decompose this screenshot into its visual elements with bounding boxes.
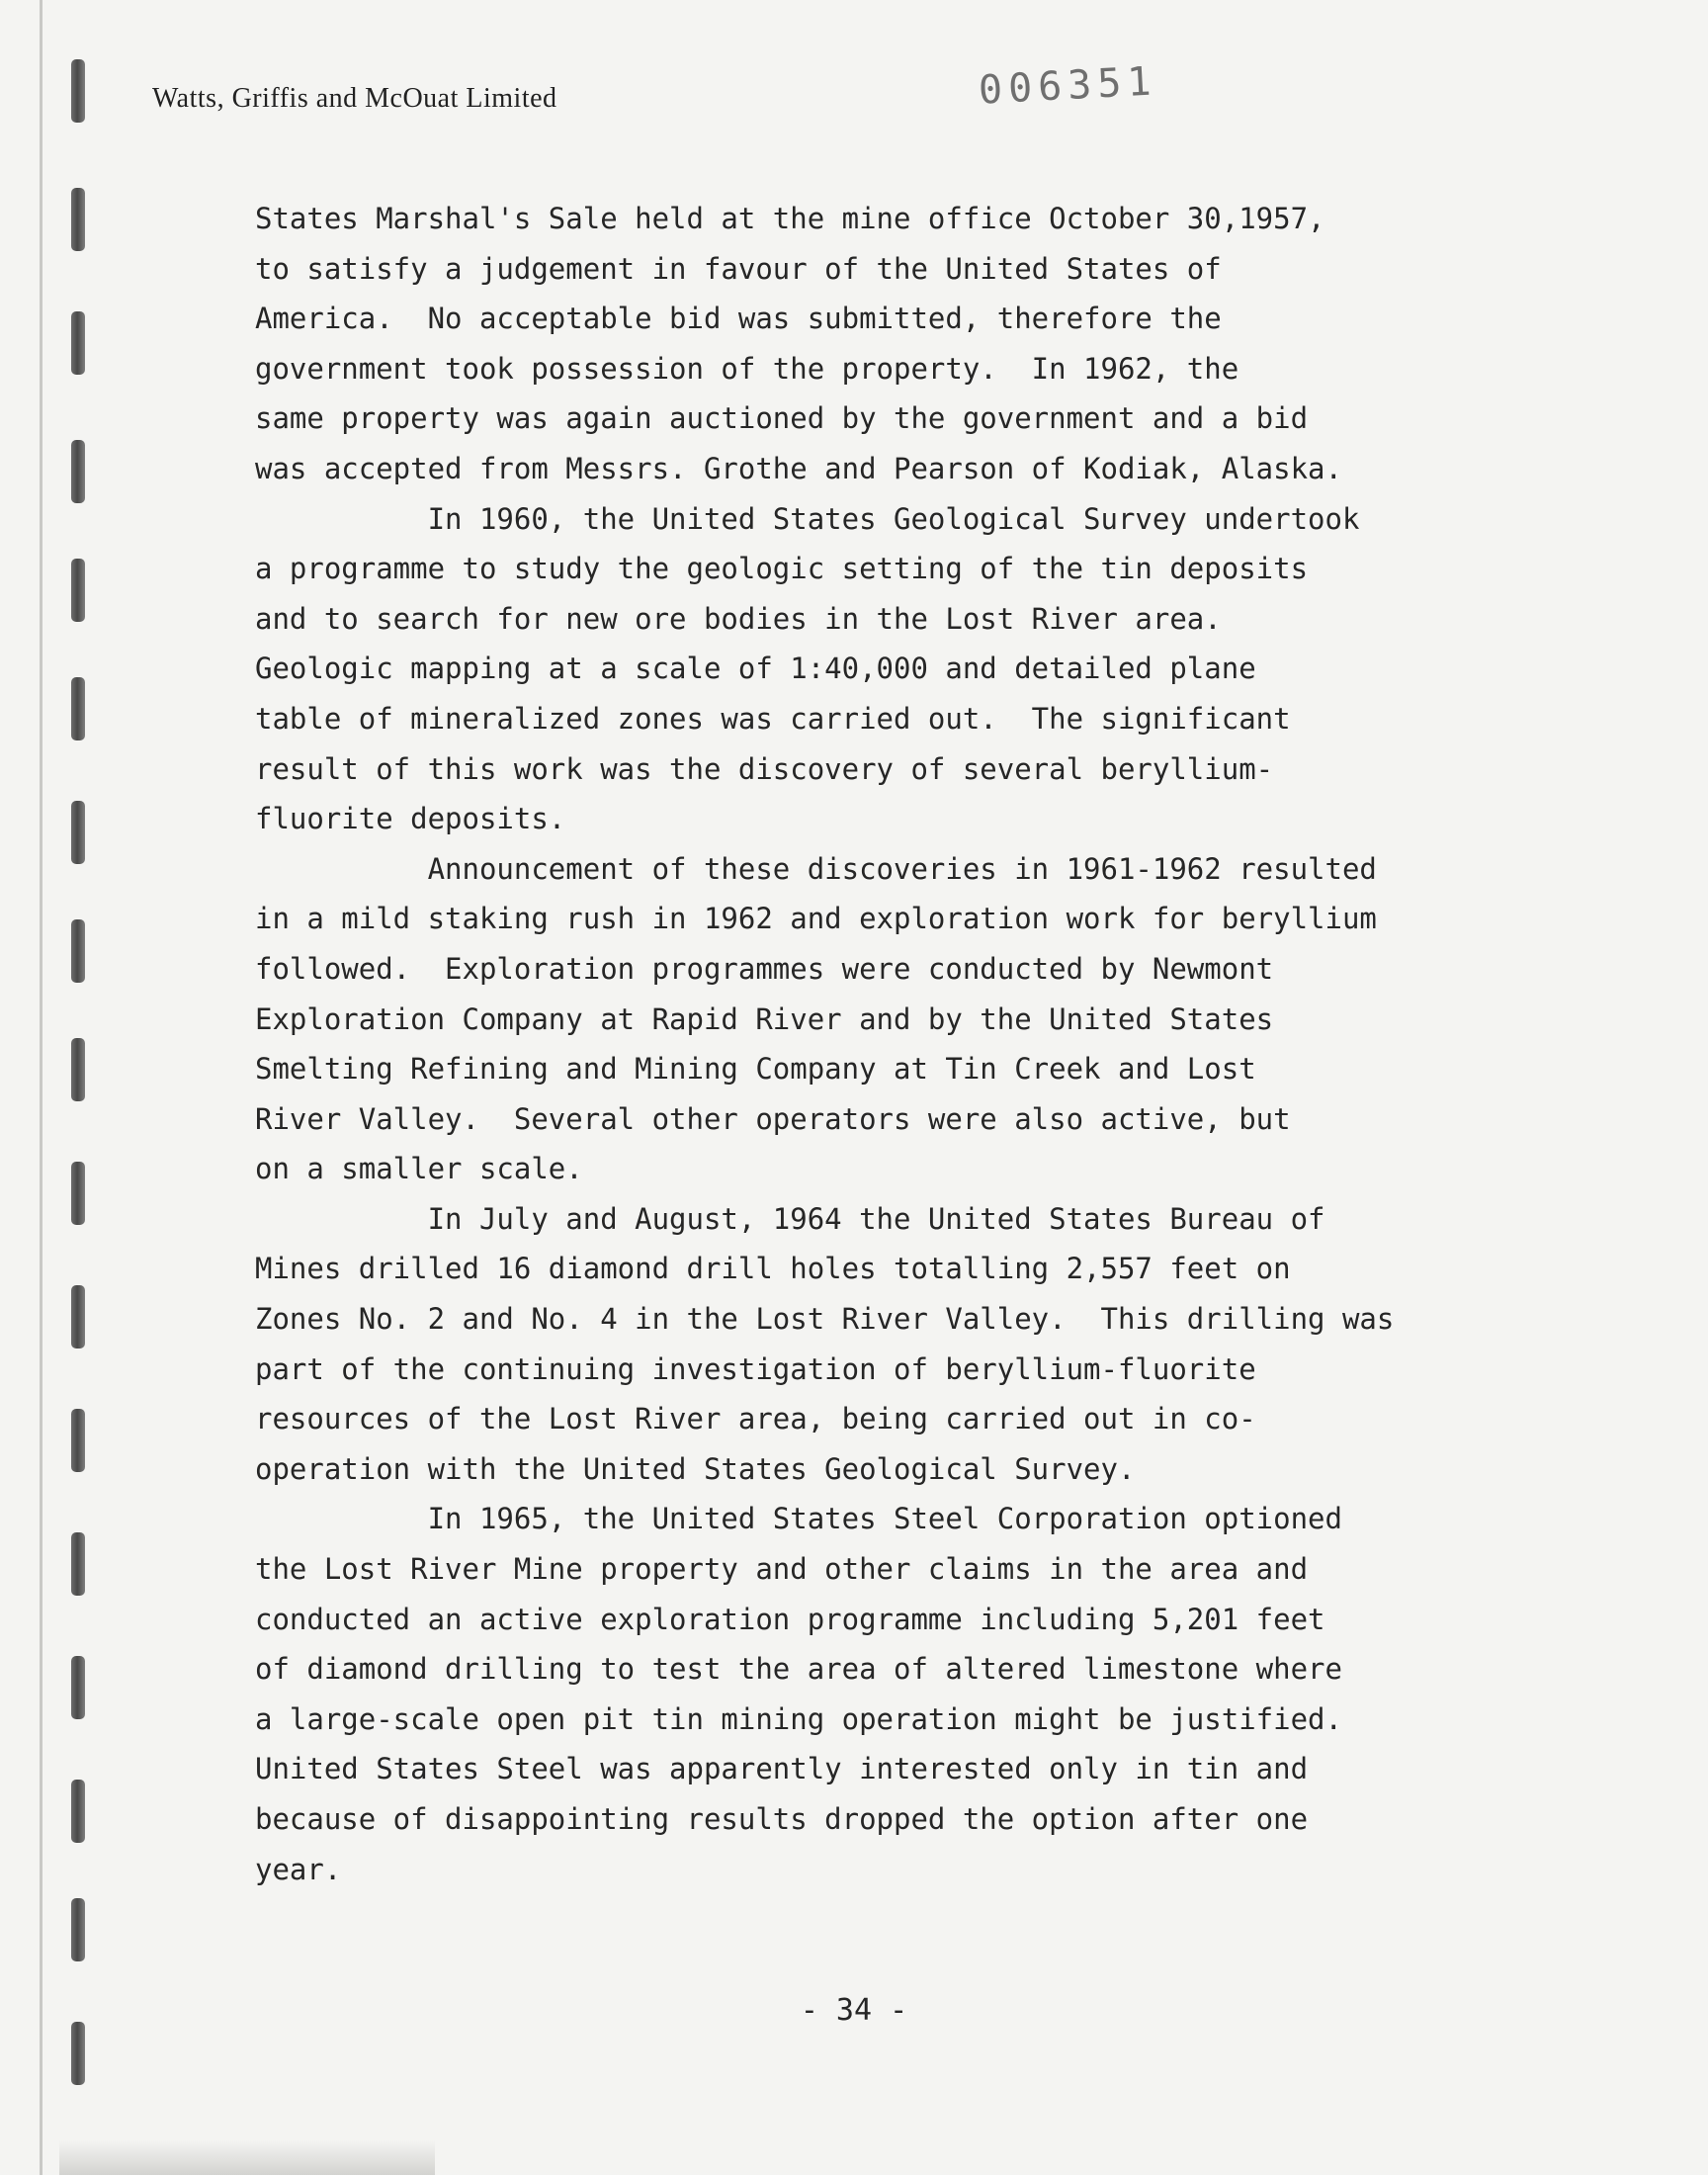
text-line: Announcement of these discoveries in 1961-1962 resulted [255,851,1377,886]
binder-holes [61,59,101,2106]
text-line: America. No acceptable bid was submitted, therefore the [255,302,1222,336]
text-line: and to search for new ore bodies in the Lost River area. [255,601,1222,636]
binder-hole [71,1656,85,1719]
text-line: a large-scale open pit tin mining operation might be justified. [255,1701,1342,1736]
binder-hole [71,559,85,622]
binder-hole [71,440,85,503]
binder-hole [71,1898,85,1961]
text-line: of diamond drilling to test the area of altered limestone where [255,1652,1342,1687]
binder-hole [71,1532,85,1596]
text-line: same property was again auctioned by the government and a bid [255,401,1309,436]
binder-hole [71,311,85,375]
document-number-stamp: 006351 [977,58,1158,114]
text-line: the Lost River Mine property and other claims in the area and [255,1552,1309,1587]
text-line: on a smaller scale. [255,1152,583,1186]
text-line: Geologic mapping at a scale of 1:40,000 and detailed plane [255,652,1256,686]
text-line: year. [255,1852,342,1886]
text-line: Mines drilled 16 diamond drill holes totalling 2,557 feet on [255,1252,1291,1286]
text-line: In 1965, the United States Steel Corporation optioned [255,1502,1342,1536]
document-body [255,194,1584,1894]
binder-hole [71,919,85,983]
page-edge-shadow [59,2140,435,2175]
binder-hole [71,2022,85,2085]
binder-hole [71,59,85,123]
binder-hole [71,677,85,740]
binder-hole [71,1162,85,1225]
binder-hole [71,1038,85,1101]
text-line: United States Steel was apparently interested only in tin and [255,1752,1309,1786]
text-line: part of the continuing investigation of beryllium-fluorite [255,1351,1256,1386]
text-line: followed. Exploration programmes were conducted by Newmont [255,951,1274,986]
text-line: because of disappointing results dropped the option after one [255,1802,1309,1836]
text-line: table of mineralized zones was carried out. The significant [255,701,1291,736]
binder-hole [71,1285,85,1348]
text-line: In 1960, the United States Geological Survey undertook [255,501,1360,536]
text-line: River Valley. Several other operators were also active, but [255,1101,1291,1136]
binder-hole [71,801,85,864]
page-number: - 34 - [800,1993,908,2028]
binder-hole [71,188,85,251]
text-line: result of this work was the discovery of several beryllium- [255,751,1274,786]
text-line: was accepted from Messrs. Grothe and Pearson of Kodiak, Alaska. [255,451,1342,485]
text-line: to satisfy a judgement in favour of the United States of [255,251,1222,286]
text-line: government took possession of the property. In 1962, the [255,351,1239,386]
text-line: resources of the Lost River area, being carried out in co- [255,1402,1256,1436]
text-line: Zones No. 2 and No. 4 in the Lost River Valley. This drilling was [255,1302,1395,1337]
text-line: operation with the United States Geological Survey. [255,1451,1136,1486]
text-line: Smelting Refining and Mining Company at Tin Creek and Lost [255,1052,1256,1087]
binding-edge [40,0,43,2175]
text-line: In July and August, 1964 the United States Bureau of [255,1201,1325,1236]
text-line: States Marshal's Sale held at the mine office October 30,1957, [255,202,1325,235]
text-line: a programme to study the geologic setting of the tin deposits [255,552,1309,586]
text-line: conducted an active exploration programme including 5,201 feet [255,1602,1325,1636]
binder-hole [71,1780,85,1843]
text-line: fluorite deposits. [255,802,566,836]
text-line: Exploration Company at Rapid River and by the United States [255,1001,1274,1036]
company-letterhead: Watts, Griffis and McOuat Limited [152,83,557,114]
text-line: in a mild staking rush in 1962 and exploration work for beryllium [255,902,1377,936]
binder-hole [71,1409,85,1472]
